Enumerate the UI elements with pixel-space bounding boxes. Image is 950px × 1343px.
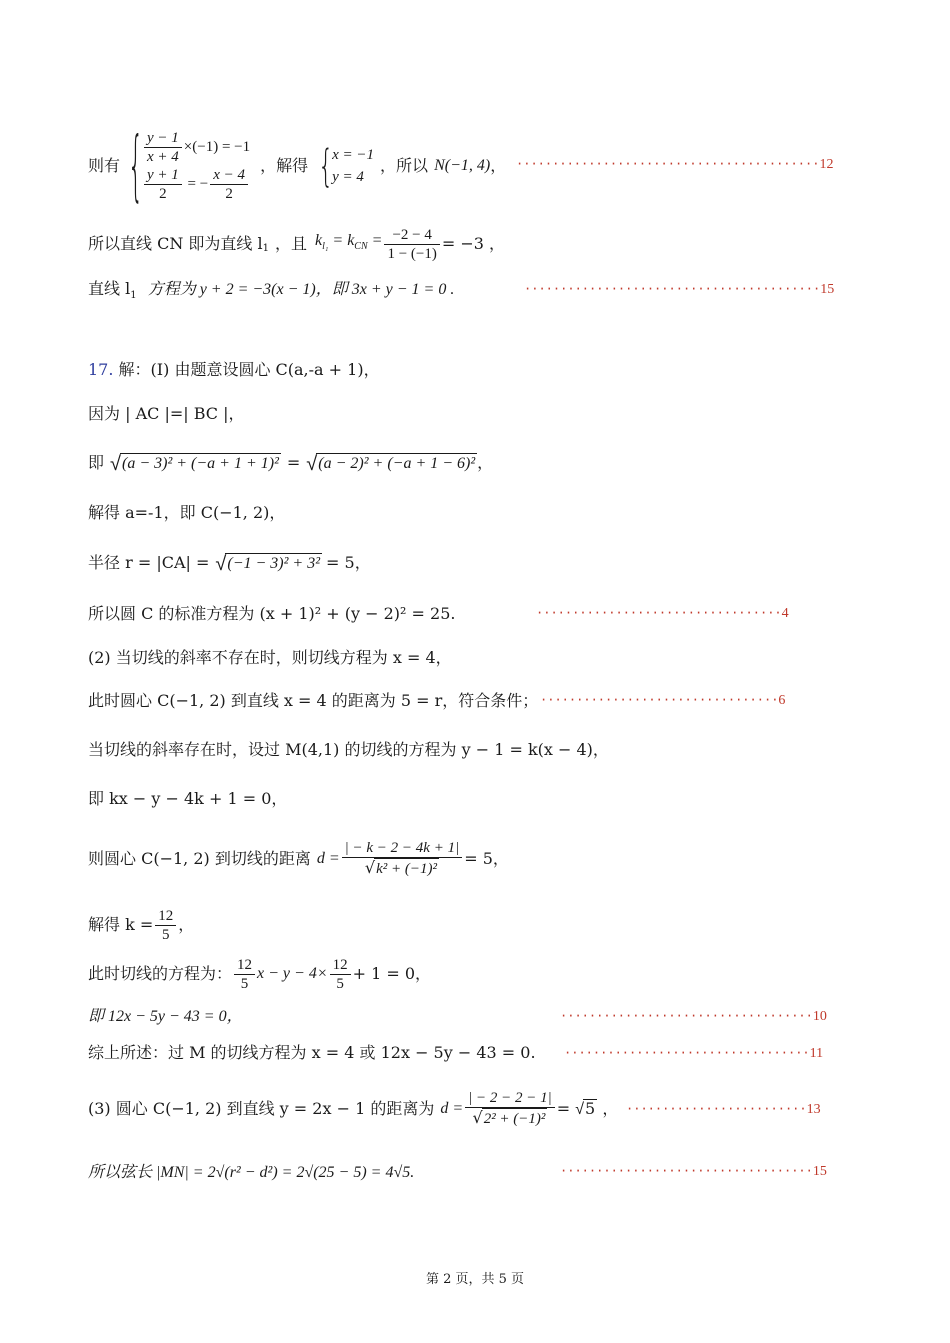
q17-ac-bc-text: 因为 | AC |=| BC |， [88,404,245,423]
question-17-head [88,360,380,380]
q17-line-chord-length [88,1162,414,1183]
score-12: 12 [819,157,834,172]
q17-chord-length: 所以弦长 |MN| = 2√(r² − d²) = 2√(25 − 5) = 4√5. [88,1164,415,1181]
q17-line-distance-formula [88,830,509,888]
q17-line-solve-a [88,503,285,523]
q17-line-ac-bc [88,404,245,424]
score-4: 4 [781,606,789,621]
comma: ， [178,915,195,934]
solution-system: { x = −1 y = 4 [322,144,374,188]
distance-value: = 5， [464,849,509,868]
slope-fraction: $\frac{-2 - 4}{1 - (-1)}$ [384,226,439,263]
text-and: ，且 [275,234,308,253]
distance-fraction-part3: $\frac{| - 2 - 2 - 1|}{\text{√2² + (−1)²}}$ [465,1089,555,1129]
score-13: 13 [806,1102,821,1117]
q17-line-general-form [88,789,287,809]
distance-fraction: $\frac{| - k - 2 - 4k + 1|}{\text{√k² + (−1)²}}$ [342,839,463,879]
sqrt-left: (a − 3)² + (−a + 1 + 1)² [122,454,279,472]
radius-value: = 5， [326,553,371,572]
score-leader: ··········································12 [516,157,834,172]
q17-line-sqrt-equation [88,448,493,478]
q17-setup: 解：(I) 由题意设圆心 C(a,-a + 1)， [118,360,380,379]
q17-ji: 即 [88,453,105,472]
score-leader: ·························13 [626,1102,821,1117]
q17-part2-intro: (2) 当切线的斜率不存在时，则切线方程为 x = 4， [88,648,452,667]
q17-line-solve-k [88,901,194,949]
text-then: 则有 [88,156,121,175]
score-leader: ···································15 [560,1164,827,1179]
q17-distance-check: 此时圆心 C(−1, 2) 到直线 x = 4 的距离为 5 = r，符合条件； [88,691,539,710]
q17-line-slope-exists [88,740,609,760]
solution-line-system [88,122,506,210]
q17-line-distance-check [88,691,538,711]
score-leader: ···································10 [560,1009,827,1024]
equals: = [286,453,301,472]
point-n: N(−1, 4) [434,157,491,174]
sqrt-right: (a − 2)² + (−a + 1 − 6)² [318,454,476,472]
equation-l1: 方程为 y + 2 = −3(x − 1) [147,281,316,298]
q17-tangent-text: 此时切线的方程为： [88,964,233,983]
score-leader: ·································6 [540,693,786,708]
q17-radius-text: 半径 r = |CA| = [88,553,210,572]
q17-line-tangent-simplified [88,1006,243,1027]
page-footer: 第 2 页，共 5 页 [425,1272,525,1287]
k-fraction: $\frac{12}{5}$ [155,907,176,944]
radical-sign: √ [306,451,318,475]
q17-line-part2 [88,648,452,668]
score-leader: ··································11 [564,1046,824,1061]
fraction-12-5: $\frac{12}{5}$ [330,956,351,993]
tangent-expr: x − y − 4× [257,965,328,982]
text-so: ，所以 [380,156,429,175]
slope-expression: $k_{l_1} = k_{CN}$ = [315,231,383,253]
equation-system: { $\frac{y - 1}{x + 4}$ ×(−1) = −1 $\frac{y + 1}{2}$ = − $\frac{x - 4}{2}$ [132,129,250,203]
q17-distance-text: 则圆心 C(−1, 2) 到切线的距离 [88,849,311,868]
distance-sqrt5: = √5 ， [556,1099,619,1118]
equation-l1-standard: ，即 3x + y − 1 = 0 . [315,281,455,298]
score-11: 11 [809,1046,824,1061]
score-leader: ·········································15 [524,282,835,297]
q17-slope-exists: 当切线的斜率存在时，设过 M(4,1) 的切线的方程为 y − 1 = k(x − 4)， [88,740,609,759]
q17-circle-equation: 所以圆 C 的标准方程为 (x + 1)² + (y − 2)² = 25. [88,604,456,623]
q17-line-radius [88,548,371,578]
question-number: 17. [88,360,114,379]
radical-sign: √ [215,551,227,575]
q17-line-tangent-equation [88,952,431,996]
score-15: 15 [820,282,835,297]
score-15: 15 [812,1164,827,1179]
score-leader: ··································4 [536,606,789,621]
var-d: d = [440,1100,464,1117]
q17-line-part3 [88,1078,618,1140]
q17-tangent-simplified: 即 12x − 5y − 43 = 0， [88,1008,243,1025]
solution-line-l1-equation: 直线 $l_1$ 方程为 y + 2 = −3(x − 1)，即 3x + y − 1 = 0 . [88,279,455,302]
radical-sign: √ [110,451,121,475]
score-10: 10 [812,1009,827,1024]
q17-line-summary [88,1043,536,1063]
q17-summary: 综上所述：过 M 的切线方程为 x = 4 或 12x − 5y − 43 = 0. [88,1043,536,1062]
q17-general-form: 即 kx − y − 4k + 1 = 0， [88,789,288,808]
comma: ， [490,156,507,175]
q17-solve-k: 解得 k = [88,915,154,934]
q17-part3-text: (3) 圆心 C(−1, 2) 到直线 y = 2x − 1 的距离为 [88,1099,435,1118]
text-solve: ，解得 [260,156,309,175]
score-6: 6 [778,693,786,708]
q17-line-circle-equation [88,604,455,624]
comma: ， [477,453,494,472]
slope-value: = −3 ， [441,234,506,253]
var-d: d = [316,850,340,867]
radius-sqrt: (−1 − 3)² + 3² [227,554,321,572]
q17-solve-a: 解得 a=-1，即 C(−1, 2)， [88,503,286,522]
text-line-l1: 直线 l [88,279,131,298]
solution-line-cn: 所以直线 CN 即为直线 l $_1$ ，且 $k_{l_1} = k_{CN}$ = $\frac{-2 - 4}{1 - (-1)}$ = −3 ， [88,226,506,262]
text-cn-line: 所以直线 CN 即为直线 l [88,234,263,253]
tangent-expr-end: + 1 = 0， [352,964,432,983]
fraction-12-5: 12 5 [234,956,255,993]
